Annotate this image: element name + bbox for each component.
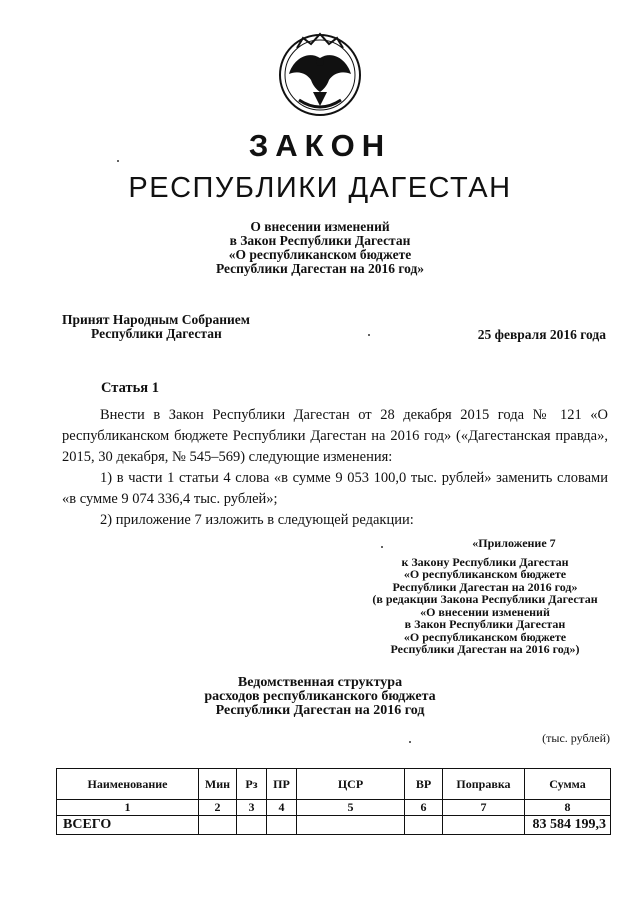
empty-cell bbox=[267, 816, 297, 835]
appendix-line: «О внесении изменений bbox=[420, 604, 550, 619]
column-number: 6 bbox=[405, 800, 443, 816]
column-header: Рз bbox=[237, 769, 267, 800]
article-paragraph: 2) приложение 7 изложить в следующей редакции: bbox=[100, 512, 414, 528]
adoption-note bbox=[62, 313, 250, 341]
table-header-row bbox=[57, 769, 611, 800]
units-note: (тыс. рублей) bbox=[542, 731, 610, 745]
table-total-row bbox=[57, 816, 611, 835]
total-sum: 83 584 199,3 bbox=[525, 816, 611, 835]
column-header: ВР bbox=[405, 769, 443, 800]
scan-speck bbox=[409, 741, 411, 743]
adoption-date: 25 февраля 2016 года bbox=[477, 327, 606, 342]
column-header: Наименование bbox=[57, 769, 199, 800]
subtitle-line: «О республиканском бюджете bbox=[228, 247, 412, 262]
structure-title-line: расходов республиканского бюджета bbox=[204, 689, 436, 704]
column-header: ЦСР bbox=[297, 769, 405, 800]
column-header: Сумма bbox=[525, 769, 611, 800]
total-label: ВСЕГО bbox=[57, 816, 199, 835]
coat-of-arms-eagle-icon bbox=[277, 30, 363, 120]
appendix-line: Республики Дагестан на 2016 год») bbox=[390, 642, 580, 656]
appendix-note bbox=[330, 537, 640, 656]
column-number: 2 bbox=[199, 800, 237, 816]
empty-cell bbox=[405, 816, 443, 835]
structure-title-line: Республики Дагестан на 2016 год bbox=[215, 703, 425, 718]
column-number: 7 bbox=[443, 800, 525, 816]
law-title: ЗАКОН bbox=[248, 128, 392, 163]
column-number: 1 bbox=[57, 800, 199, 816]
scan-speck bbox=[117, 160, 119, 162]
appendix-line: к Закону Республики Дагестан bbox=[401, 554, 569, 569]
column-number: 8 bbox=[525, 800, 611, 816]
law-subtitle bbox=[0, 220, 640, 276]
appendix-line: «О республиканском бюджете bbox=[403, 629, 567, 644]
adoption-line: Республики Дагестан bbox=[91, 326, 222, 341]
empty-cell bbox=[237, 816, 267, 835]
budget-table bbox=[56, 768, 611, 835]
subtitle-line: О внесении изменений bbox=[250, 219, 390, 234]
column-number: 3 bbox=[237, 800, 267, 816]
adoption-line: Принят Народным Собранием bbox=[62, 312, 250, 327]
column-number: 5 bbox=[297, 800, 405, 816]
structure-title-line: Ведомственная структура bbox=[237, 675, 403, 690]
column-number: 4 bbox=[267, 800, 297, 816]
scan-speck bbox=[381, 546, 383, 548]
article-paragraph: Внести в Закон Республики Дагестан от 28 декабря 2015 года № 121 «О республиканском бюджете Республики Дагестан на 2016 год» («Дагестанская правда», 2015, 30 декабря, № 545–569) следующие изменения: bbox=[62, 407, 608, 465]
scan-speck bbox=[368, 334, 370, 336]
table-number-row bbox=[57, 800, 611, 816]
appendix-line: «Приложение 7 bbox=[472, 536, 556, 550]
appendix-line: в Закон Республики Дагестан bbox=[404, 617, 566, 631]
subtitle-line: Республики Дагестан на 2016 год» bbox=[215, 261, 425, 276]
article-heading: Статья 1 bbox=[101, 380, 159, 396]
empty-cell bbox=[297, 816, 405, 835]
article-body bbox=[62, 405, 608, 531]
republic-title: РЕСПУБЛИКИ ДАГЕСТАН bbox=[128, 172, 512, 204]
subtitle-line: в Закон Республики Дагестан bbox=[229, 233, 411, 248]
column-header: Мин bbox=[199, 769, 237, 800]
appendix-line: «О республиканском бюджете bbox=[403, 567, 567, 581]
column-header: ПР bbox=[267, 769, 297, 800]
structure-title bbox=[0, 676, 640, 718]
appendix-line: Республики Дагестан на 2016 год» bbox=[392, 579, 578, 594]
appendix-line: (в редакции Закона Республики Дагестан bbox=[372, 592, 598, 606]
empty-cell bbox=[199, 816, 237, 835]
article-paragraph: 1) в части 1 статьи 4 слова «в сумме 9 053 100,0 тыс. рублей» заменить словами «в сумме 9 074 336,4 тыс. рублей»; bbox=[62, 470, 608, 507]
column-header: Поправка bbox=[443, 769, 525, 800]
empty-cell bbox=[443, 816, 525, 835]
